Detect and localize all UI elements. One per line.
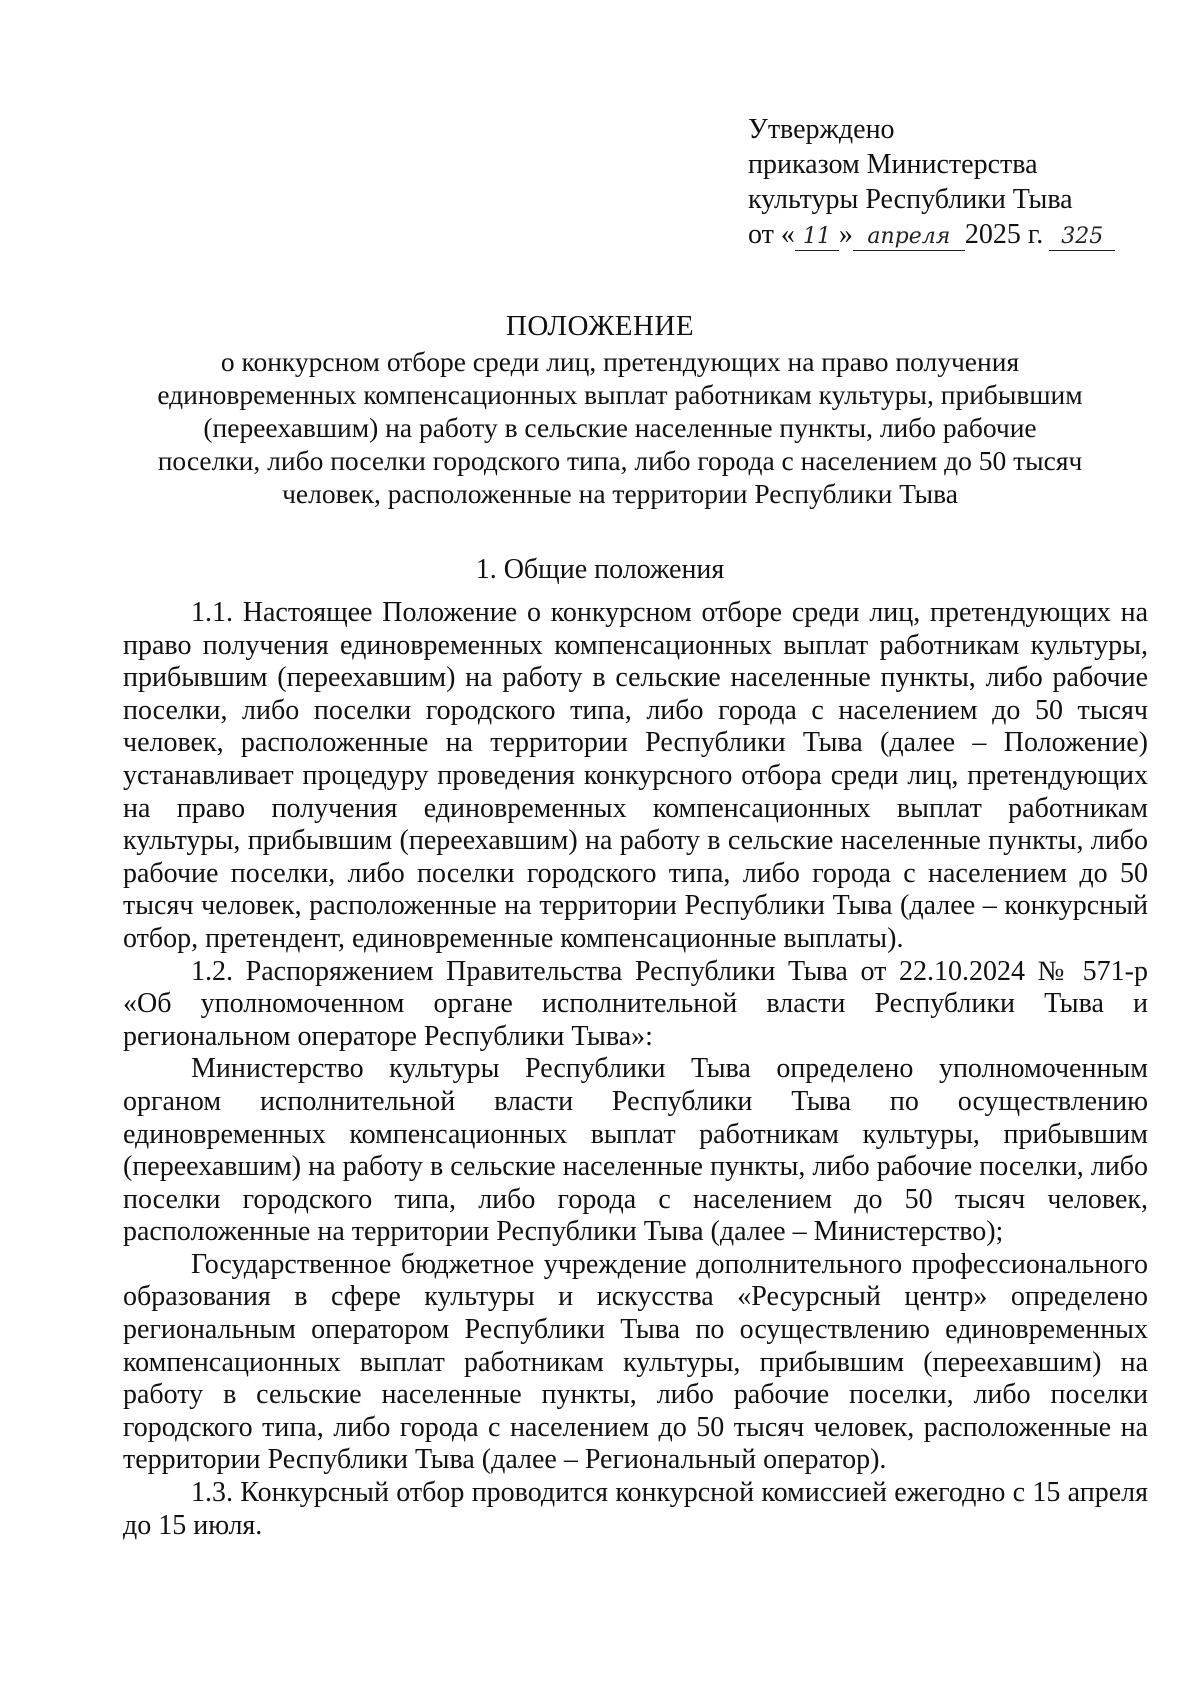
approval-line-approved: Утверждено [748,114,895,145]
paragraph-ministry: Министерство культуры Республики Тыва определено уполномоченным органом исполнительной власти Республики Тыва по осуществлению единовременных компенсационных выплат работникам культуры, прибывшим (переехавшим) на работу в сельские населенные пункты, либо рабочие поселки, либо поселки городского типа, либо города с населением до 50 тысяч человек, расположенные на территории Республики Тыва (далее – Министерство); [123,1053,1148,1248]
paragraph-1-1: 1.1. Настоящее Положение о конкурсном отборе среди лиц, претендующих на право получения единовременных компенсационных выплат работникам культуры, прибывшим (переехавшим) на работу в сельские населенные пункты, либо рабочие поселки, либо поселки городского типа, либо города с населением до 50 тысяч человек, расположенные на территории Республики Тыва (далее – Положение) устанавливает процедуру проведения конкурсного отбора среди лиц, претендующих на право получения единовременных компенсационных выплат работникам культуры, прибывшим (переехавшим) на работу в сельские населенные пункты, либо рабочие поселки, либо поселки городского типа, либо города с населением до 50 тысяч человек, расположенные на территории Республики Тыва (далее – конкурсный отбор, претендент, единовременные компенсационные выплаты). [123,597,1148,954]
approval-date-line [748,217,1148,252]
paragraph-1-2: 1.2. Распоряжением Правительства Республики Тыва от 22.10.2024 № 571-р «Об уполномоченном органе исполнительной власти Республики Тыва и региональном операторе Республики Тыва»: [123,955,1148,1052]
date-mid: » [838,219,853,250]
approval-line-ministry: культуры Республики Тыва [748,184,1073,215]
date-prefix: от « [748,219,795,250]
document-body [123,597,1148,1542]
document-title: ПОЛОЖЕНИЕ [505,310,695,342]
handwritten-doc-number: 325 [1049,224,1115,251]
approval-line-order: приказом Министерства [748,149,1038,180]
approval-stamp [748,112,1148,252]
handwritten-day: 11 [795,224,839,251]
paragraph-1-3: 1.3. Конкурсный отбор проводится конкурсной комиссией ежегодно с 15 апреля до 15 июля. [123,1477,1148,1541]
date-year: 2025 г. [964,219,1044,250]
paragraph-regional-operator: Государственное бюджетное учреждение дополнительного профессионального образования в сфере культуры и искусства «Ресурсный центр» определено региональным оператором Республики Тыва по осуществлению единовременных компенсационных выплат работникам культуры, прибывшим (переехавшим) на работу в сельские населенные пункты, либо рабочие поселки, либо поселки городского типа, либо города с населением до 50 тысяч человек, расположенные на территории Республики Тыва (далее – Региональный оператор). [123,1248,1148,1476]
document-subtitle: о конкурсном отборе среди лиц, претендующих на право получения единовременных компенсационных выплат работникам культуры, прибывшим (переехавшим) на работу в сельские населенные пункты, либо рабочие поселки, либо поселки городского типа, либо города с населением до 50 тысяч человек, расположенные на территории Республики Тыва [157,346,1083,509]
handwritten-month: апреля [853,224,965,251]
section-title: 1. Общие положения [475,554,725,585]
